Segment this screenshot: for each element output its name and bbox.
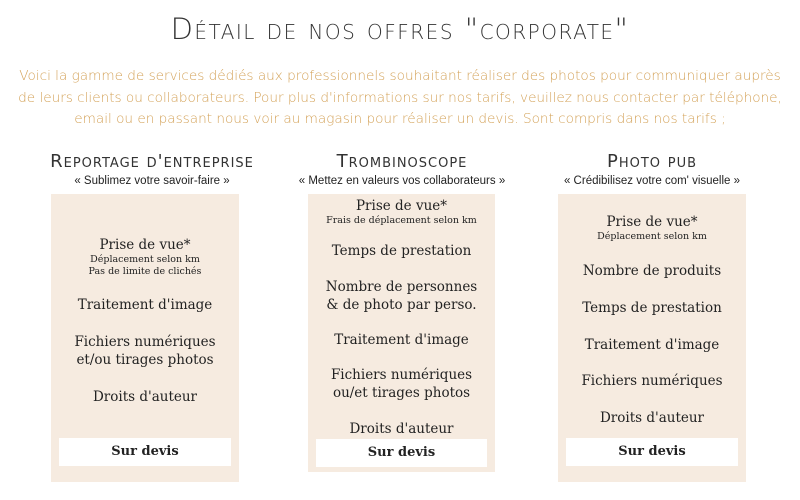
- item-fichiers-numeriques: Fichiers numériques: [581, 373, 723, 389]
- offer-card-photo-pub: [558, 194, 746, 482]
- offer-card-reportage: [51, 194, 239, 482]
- offer-title-photo-pub: Photo pub: [606, 151, 698, 172]
- item-fichiers-numeriques: [308, 366, 495, 402]
- item-prise-de-vue: [558, 213, 746, 243]
- item-label: Prise de vue*: [99, 237, 191, 253]
- item-label: Prise de vue*: [606, 214, 698, 230]
- item-traitement-image: Traitement d'image: [334, 332, 469, 348]
- page-title: Détail de nos offres "corporate": [170, 12, 630, 46]
- item-label: Prise de vue*: [355, 198, 448, 214]
- offer-subtitle-trombinoscope: « Mettez en valeurs vos collaborateurs »: [298, 175, 506, 187]
- item-note: Déplacement selon km: [90, 254, 200, 265]
- item-prise-de-vue: [308, 197, 495, 227]
- item-label: & de photo par perso.: [326, 297, 477, 313]
- item-nombre-produits: Nombre de produits: [582, 263, 722, 279]
- offer-subtitle-photo-pub: « Crédibilisez votre com' visuelle »: [563, 175, 741, 187]
- item-label: Nombre de personnes: [325, 279, 478, 295]
- item-label: et/ou tirages photos: [76, 352, 214, 368]
- item-note: Frais de déplacement selon km: [326, 215, 477, 226]
- item-label: Fichiers numériques: [74, 334, 216, 350]
- intro-text: Voici la gamme de services dédiés aux professionnels souhaitant réaliser des photos pour communiquer auprès de leurs clients ou collaborateurs. Pour plus d'informations sur nos tarifs, veuillez nous contacter par téléphone, email ou en passant nous voir au magasin pour réaliser un devis. Sont compris dans nos tarifs ;: [18, 68, 782, 127]
- price-badge: Sur devis: [316, 439, 487, 467]
- item-note: Déplacement selon km: [597, 231, 707, 242]
- item-label: Fichiers numériques: [330, 367, 473, 383]
- item-fichiers-numeriques: [51, 333, 239, 369]
- item-note: Pas de limite de clichés: [88, 266, 202, 277]
- item-droits-auteur: Droits d'auteur: [599, 410, 705, 426]
- item-droits-auteur: Droits d'auteur: [92, 389, 198, 405]
- item-temps-prestation: Temps de prestation: [331, 243, 472, 259]
- offer-subtitle-reportage: « Sublimez votre savoir-faire »: [74, 175, 230, 187]
- offer-card-trombinoscope: [308, 194, 495, 472]
- price-badge: Sur devis: [59, 438, 231, 466]
- item-prise-de-vue: [51, 236, 239, 278]
- item-label: ou/et tirages photos: [332, 385, 471, 401]
- item-traitement-image: Traitement d'image: [77, 297, 213, 313]
- item-droits-auteur: Droits d'auteur: [349, 421, 454, 437]
- item-nombre-personnes: [308, 278, 495, 314]
- price-badge: Sur devis: [566, 438, 738, 466]
- item-temps-prestation: Temps de prestation: [582, 300, 722, 316]
- offer-title-trombinoscope: Trombinoscope: [336, 151, 468, 172]
- offer-title-reportage: Reportage d'entreprise: [50, 151, 254, 172]
- item-traitement-image: Traitement d'image: [584, 337, 720, 353]
